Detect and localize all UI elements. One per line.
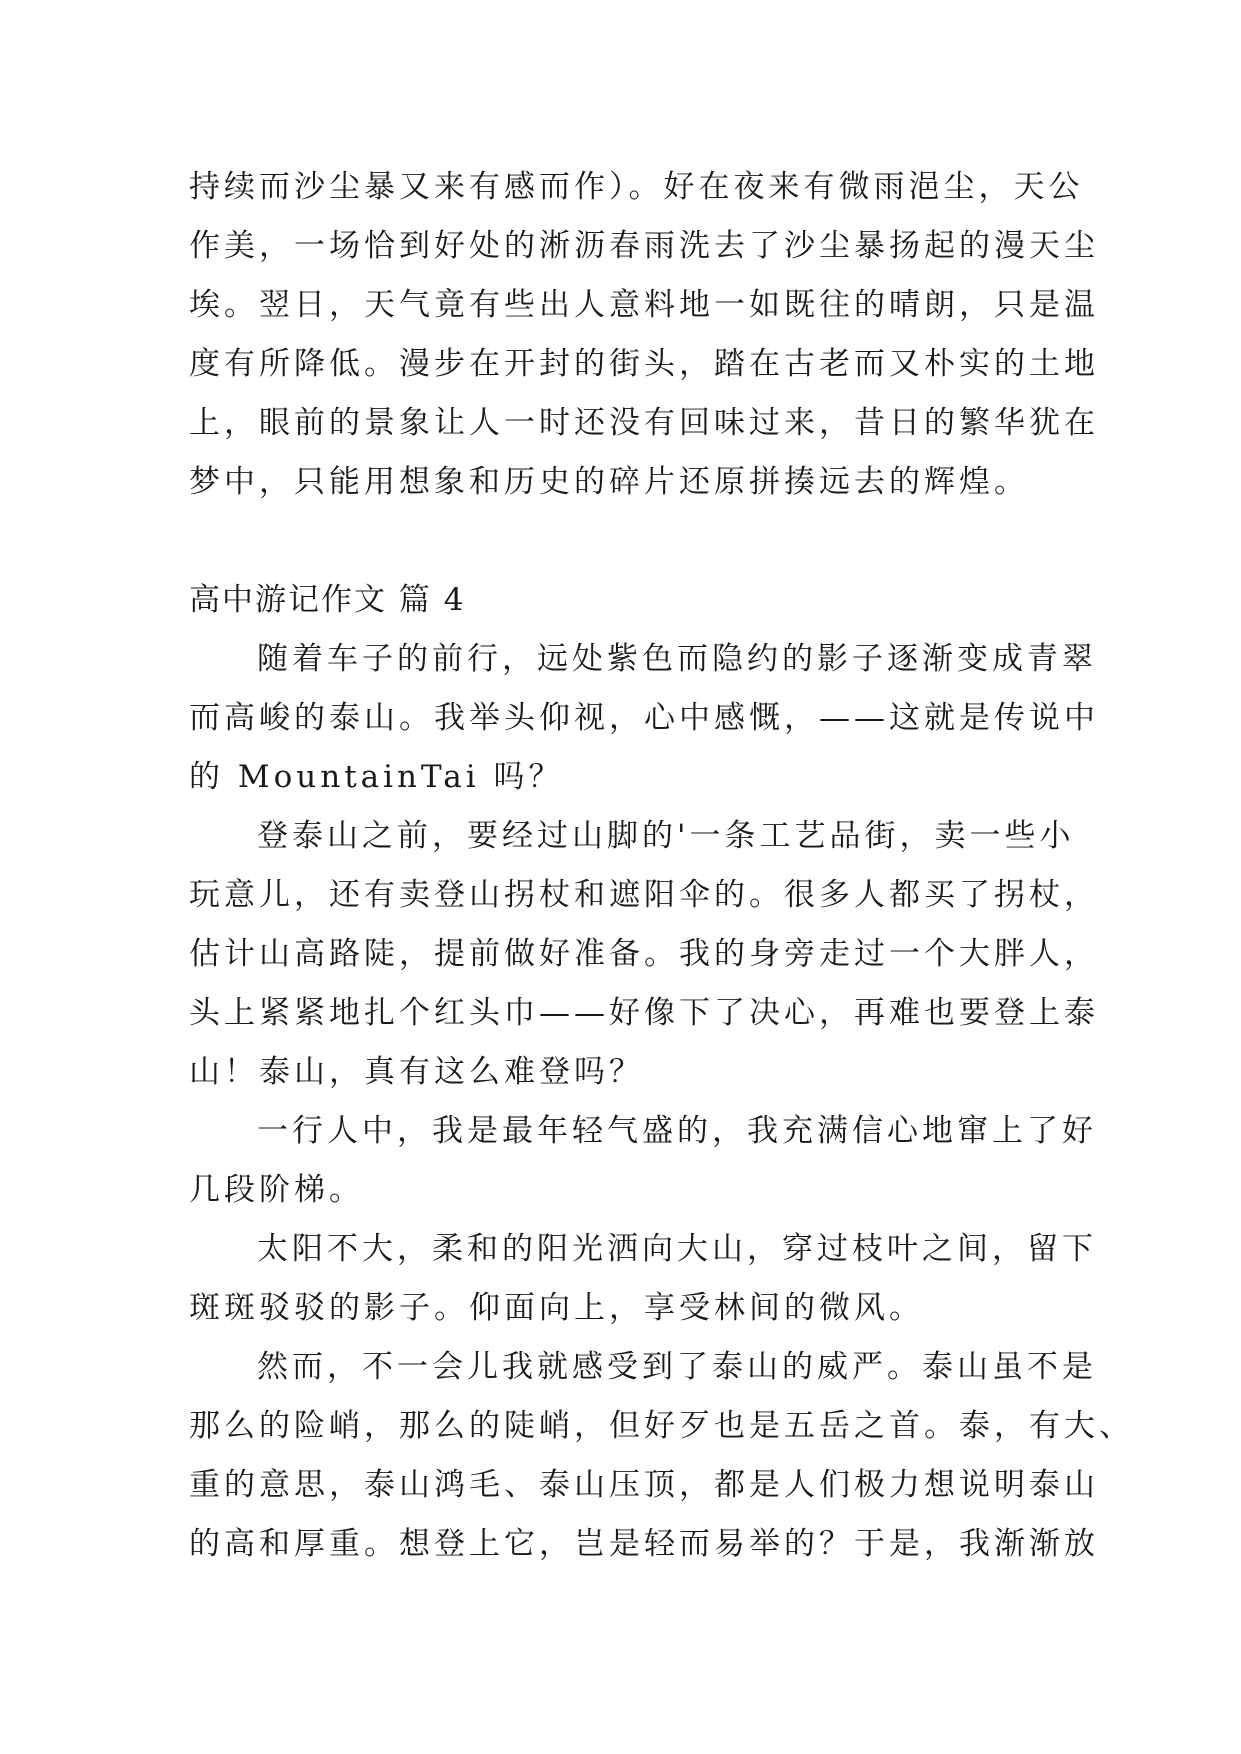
text-line: 头上紧紧地扎个红头巾——好像下了决心，再难也要登上泰 bbox=[189, 995, 1099, 1031]
text-line: 作美，一场恰到好处的淅沥春雨洗去了沙尘暴扬起的漫天尘 bbox=[189, 228, 1099, 264]
paragraph-first-line: 太阳不大，柔和的阳光洒向大山，穿过枝叶之间，留下 bbox=[257, 1231, 1097, 1267]
text-line: 持续而沙尘暴又来有感而作）。好在夜来有微雨浥尘，天公 bbox=[189, 169, 1084, 205]
text-line: 而高峻的泰山。我举头仰视，心中感慨，——这就是传说中 bbox=[189, 700, 1099, 736]
text-line: 那么的险峭，那么的陡峭，但好歹也是五岳之首。泰，有大、 bbox=[189, 1408, 1134, 1444]
text-line: 山！泰山，真有这么难登吗？ bbox=[189, 1054, 644, 1090]
text-line: 估计山高路陡，提前做好准备。我的身旁走过一个大胖人， bbox=[189, 936, 1099, 972]
text-line: 的高和厚重。想登上它，岂是轻而易举的？于是，我渐渐放 bbox=[189, 1526, 1099, 1562]
text-line: 几段阶梯。 bbox=[189, 1172, 364, 1208]
text-line: 重的意思，泰山鸿毛、泰山压顶，都是人们极力想说明泰山 bbox=[189, 1467, 1099, 1503]
text-line: 的 MountainTai 吗？ bbox=[189, 759, 564, 795]
text-line: 上，眼前的景象让人一时还没有回味过来，昔日的繁华犹在 bbox=[189, 405, 1099, 441]
text-line: 玩意儿，还有卖登山拐杖和遮阳伞的。很多人都买了拐杖， bbox=[189, 877, 1099, 913]
text-line: 梦中，只能用想象和历史的碎片还原拼揍远去的辉煌。 bbox=[189, 464, 1029, 500]
paragraph-first-line: 然而，不一会儿我就感受到了泰山的威严。泰山虽不是 bbox=[257, 1349, 1097, 1385]
section-heading: 高中游记作文 篇 4 bbox=[189, 582, 466, 618]
text-line: 斑斑驳驳的影子。仰面向上，享受林间的微风。 bbox=[189, 1290, 924, 1326]
text-line: 埃。翌日，天气竟有些出人意料地一如既往的晴朗，只是温 bbox=[189, 287, 1099, 323]
text-line: 度有所降低。漫步在开封的街头，踏在古老而又朴实的土地 bbox=[189, 346, 1099, 382]
paragraph-first-line: 随着车子的前行，远处紫色而隐约的影子逐渐变成青翠 bbox=[257, 641, 1097, 677]
paragraph-first-line: 登泰山之前，要经过山脚的'一条工艺品街，卖一些小 bbox=[257, 818, 1075, 854]
paragraph-first-line: 一行人中，我是最年轻气盛的，我充满信心地窜上了好 bbox=[257, 1113, 1097, 1149]
